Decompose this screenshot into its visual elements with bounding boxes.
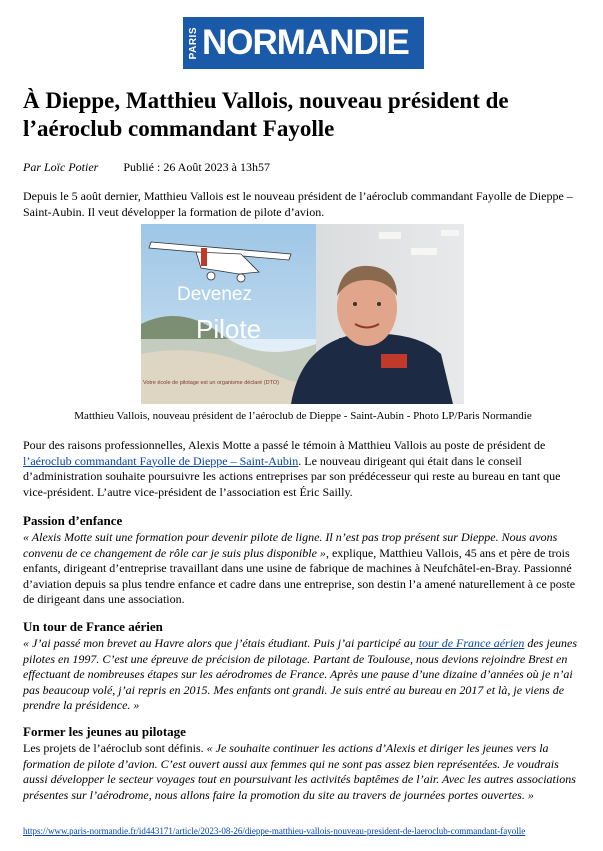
paris-normandie-logo[interactable]: [183, 17, 424, 69]
banner-pilote: Pilote: [196, 314, 262, 344]
source-url: [23, 826, 525, 836]
photo-caption: Matthieu Vallois, nouveau président de l’aéroclub de Dieppe - Saint-Aubin - Photo LP/Paris Normandie: [74, 410, 532, 422]
heading-passion: Passion d’enfance: [23, 513, 123, 528]
logo-paris-text: PARIS: [188, 26, 199, 60]
paragraph-2: [23, 530, 583, 608]
heading-former-jeunes: Former les jeunes au pilotage: [23, 724, 186, 739]
banner-devenez: Devenez: [177, 284, 252, 305]
paragraph-1-text-b: . Le nouveau dirigeant qui était dans le conseil d’administration souhaite poursuivre les actions entreprises par son prédécesseur qui reste au bureau en tant que vice-président. L’autre vice-président de l’association est Éric Sailly.: [23, 453, 561, 499]
article-title: À Dieppe, Matthieu Vallois, nouveau président de l’aéroclub commandant Fayolle: [23, 88, 509, 141]
paragraph-3-text-a: « J’ai passé mon brevet au Havre alors que j’étais étudiant. Puis j’ai participé au: [23, 636, 419, 650]
banner-small-text: Votre école de pilotage est un organisme déclaré (DTO): [143, 380, 279, 386]
paragraph-2-text: , explique, Matthieu Vallois, 45 ans et père de trois enfants, dirigeant d’entreprise travaillant dans une usine de fabrique de machines à Neufchâtel-en-Bray. Passionné d’aviation depuis sa plus tendre enfance et cadre dans une entreprise, son destin l’a amené naturellement à ce poste de dirigeant dans une association.: [23, 545, 576, 607]
source-link[interactable]: https://www.paris-normandie.fr/id443171/article/2023-08-26/dieppe-matthieu-vallois-nouveau-president-de-laeroclub-commandant-fayolle: [23, 826, 526, 836]
paragraph-3: [23, 636, 583, 714]
aeroclub-link[interactable]: l’aéroclub commandant Fayolle de Dieppe – Saint-Aubin: [23, 453, 299, 468]
article-lead: Depuis le 5 août dernier, Matthieu Vallois est le nouveau président de l’aéroclub commandant Fayolle de Dieppe – Saint-Aubin. Il veut développer la formation de pilote d’avion.: [23, 189, 573, 219]
publish-date: Publié : 26 Août 2023 à 13h57: [123, 160, 270, 174]
byline: [23, 160, 270, 175]
quote-vallois: « Je souhaite continuer les actions d’Alexis et diriger les jeunes vers la formation de pilote d’avion. C’est ouvert aussi aux femmes qui ne sont pas assez bien représentées. Je voudrais aussi développer le secteur voyages tout en poursuivant les activités baptêmes de l’air. Avec les autres associations présentes sur l’aérodrome, nous allons faire la promotion du site au travers de journées portes ouvertes. »: [23, 741, 576, 802]
paragraph-1-text-a: Pour des raisons professionnelles, Alexis Motte a passé le témoin à Matthieu Vallois au poste de président de: [23, 438, 546, 452]
article-photo: [141, 224, 464, 404]
tour-de-france-link[interactable]: tour de France aérien: [418, 636, 525, 650]
heading-tour-de-france: Un tour de France aérien: [23, 619, 163, 634]
author: Par Loïc Potier: [23, 160, 99, 174]
paragraph-4: [23, 741, 583, 803]
paragraph-3-text-b: des jeunes pilotes en 1997. C’est une épreuve de précision de pilotage. Partant de Toulouse, nous devions rejoindre Brest en effectuant de nombreuses étapes sur les aérodromes de France. Après une pause d’une dizaine d’années où je n’ai pas beaucoup volé, j’ai repris en 2015. Mes enfants ont grandi. Je suis entré au bureau en 2017 et là, je viens de prendre la présidence. »: [23, 636, 578, 713]
paragraph-4-text: Les projets de l’aéroclub sont définis.: [23, 741, 207, 755]
logo-normandie-text: NORMANDIE: [202, 23, 409, 62]
paragraph-1: [23, 438, 583, 500]
quote-motte: « Alexis Motte suit une formation pour devenir pilote de ligne. Il n’est pas trop présent sur Dieppe. Nous avons convenu de ce changement de rôle car je suis plus disponible »: [23, 530, 558, 560]
